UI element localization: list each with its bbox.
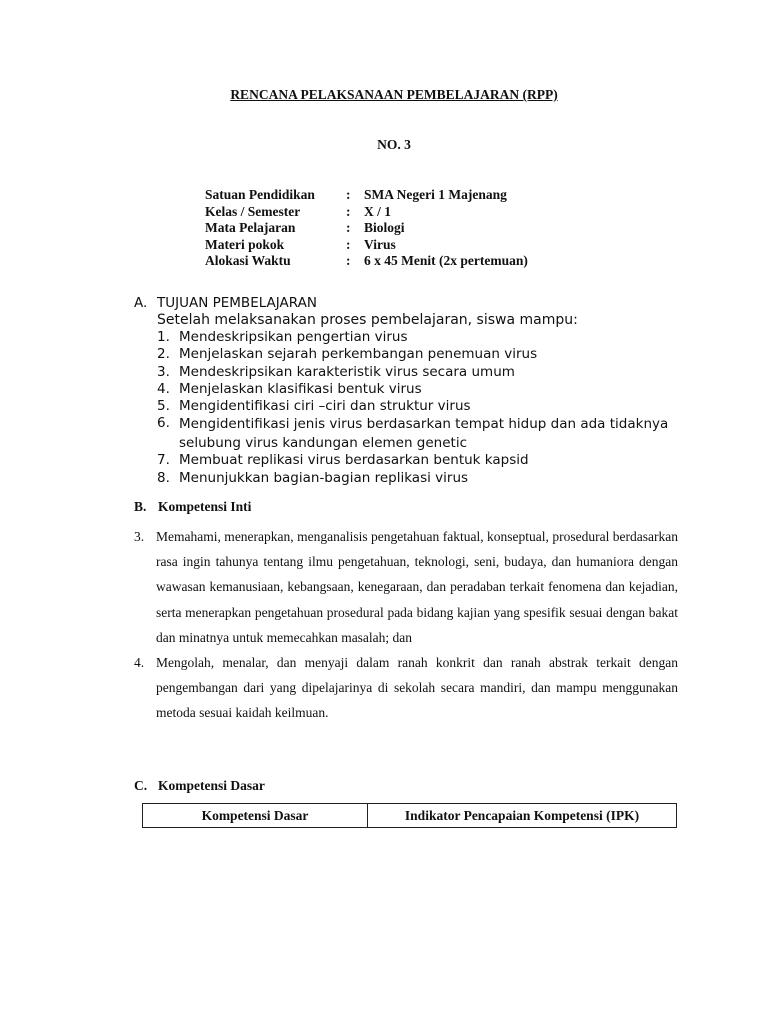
info-value: X / 1 xyxy=(364,203,391,219)
section-c-heading xyxy=(134,778,265,794)
item-text: Mendeskripsikan pengertian virus xyxy=(179,329,408,345)
section-letter: B. xyxy=(134,499,147,514)
list-item xyxy=(157,381,677,398)
item-number: 4. xyxy=(157,380,170,397)
list-item xyxy=(157,470,677,487)
section-a-intro: Setelah melaksanakan proses pembelajaran, siswa mampu: xyxy=(157,312,578,328)
info-value: Virus xyxy=(364,236,396,252)
info-value: Biologi xyxy=(364,220,405,235)
item-text: Mendeskripsikan karakteristik virus secara umum xyxy=(179,363,515,380)
list-item xyxy=(134,650,678,726)
info-label: Mata Pelajaran xyxy=(205,220,296,235)
document-title: RENCANA PELAKSANAAN PEMBELAJARAN (RPP) xyxy=(230,87,558,102)
list-item xyxy=(134,524,678,650)
item-number: 3. xyxy=(134,529,145,544)
list-item xyxy=(157,415,677,452)
list-item xyxy=(157,452,677,469)
info-label: Alokasi Waktu xyxy=(205,253,291,268)
info-row-satuan-pendidikan xyxy=(205,187,528,204)
document-number: NO. 3 xyxy=(377,137,411,152)
list-item xyxy=(157,329,677,346)
item-number: 5. xyxy=(157,398,170,415)
info-separator: : xyxy=(346,220,351,235)
section-title: Kompetensi Dasar xyxy=(158,778,265,793)
list-item xyxy=(157,364,677,381)
item-number: 3. xyxy=(157,363,170,380)
kompetensi-dasar-table xyxy=(142,803,677,828)
info-row-mata-pelajaran xyxy=(205,220,528,237)
identity-block xyxy=(205,187,528,270)
section-letter: C. xyxy=(134,778,148,793)
info-label: Materi pokok xyxy=(205,236,285,252)
item-number: 2. xyxy=(157,346,170,363)
section-kompetensi-dasar xyxy=(134,778,265,794)
item-text: Mengidentifikasi ciri –ciri dan struktur virus xyxy=(179,398,471,415)
kompetensi-inti-list xyxy=(134,524,678,726)
table-header-row xyxy=(143,804,677,828)
list-item xyxy=(157,398,677,415)
info-separator: : xyxy=(346,203,351,219)
section-b-heading xyxy=(134,499,678,515)
item-text: Menjelaskan sejarah perkembangan penemuan virus xyxy=(179,346,538,363)
section-title: Kompetensi Inti xyxy=(158,499,252,514)
item-text: Mengidentifikasi jenis virus berdasarkan tempat hidup dan ada tidaknya selubung virus kandungan elemen genetic xyxy=(179,416,669,451)
item-number: 8. xyxy=(157,469,170,486)
section-title: TUJUAN PEMBELAJARAN xyxy=(157,295,317,311)
section-letter: A. xyxy=(134,295,148,311)
info-label: Satuan Pendidikan xyxy=(205,187,315,202)
section-tujuan-pembelajaran xyxy=(134,294,677,487)
item-text: Menunjukkan bagian-bagian replikasi virus xyxy=(179,469,469,486)
item-number: 7. xyxy=(157,452,170,469)
item-number: 4. xyxy=(134,655,145,671)
item-text: Membuat replikasi virus berdasarkan bentuk kapsid xyxy=(179,452,529,469)
section-kompetensi-inti xyxy=(134,499,678,726)
section-a-heading xyxy=(134,294,677,312)
item-text: Menjelaskan klasifikasi bentuk virus xyxy=(179,380,422,397)
list-item xyxy=(157,346,677,363)
info-row-kelas-semester xyxy=(205,204,528,221)
info-separator: : xyxy=(346,187,351,202)
info-row-materi-pokok xyxy=(205,237,528,254)
item-number: 1. xyxy=(157,329,170,345)
info-value: 6 x 45 Menit (2x pertemuan) xyxy=(364,253,528,268)
info-row-alokasi-waktu xyxy=(205,253,528,270)
table-header-kompetensi-dasar: Kompetensi Dasar xyxy=(143,804,368,828)
info-value: SMA Negeri 1 Majenang xyxy=(364,187,507,202)
item-text: Memahami, menerapkan, menganalisis pengetahuan faktual, konseptual, prosedural berdasarkan rasa ingin tahunya tentang ilmu pengetahuan, teknologi, seni, budaya, dan humaniora dengan wawasan kemanusiaan, kebangsaan, kenegaraan, dan peradaban terkait fenomena dan kejadian, serta menerapkan pengetahuan prosedural pada bidang kajian yang spesifik sesuai dengan bakat dan minatnya untuk memecahkan masalah; dan xyxy=(156,529,678,645)
table-header-ipk: Indikator Pencapaian Kompetensi (IPK) xyxy=(368,804,677,828)
info-separator: : xyxy=(346,236,351,252)
item-number: 6. xyxy=(157,415,170,432)
info-separator: : xyxy=(346,253,351,268)
item-text: Mengolah, menalar, dan menyaji dalam ranah konkrit dan ranah abstrak terkait dengan pengembangan dari yang dipelajarinya di sekolah secara mandiri, dan mampu menggunakan metoda sesuai kaidah keilmuan. xyxy=(156,655,678,721)
info-label: Kelas / Semester xyxy=(205,203,301,219)
